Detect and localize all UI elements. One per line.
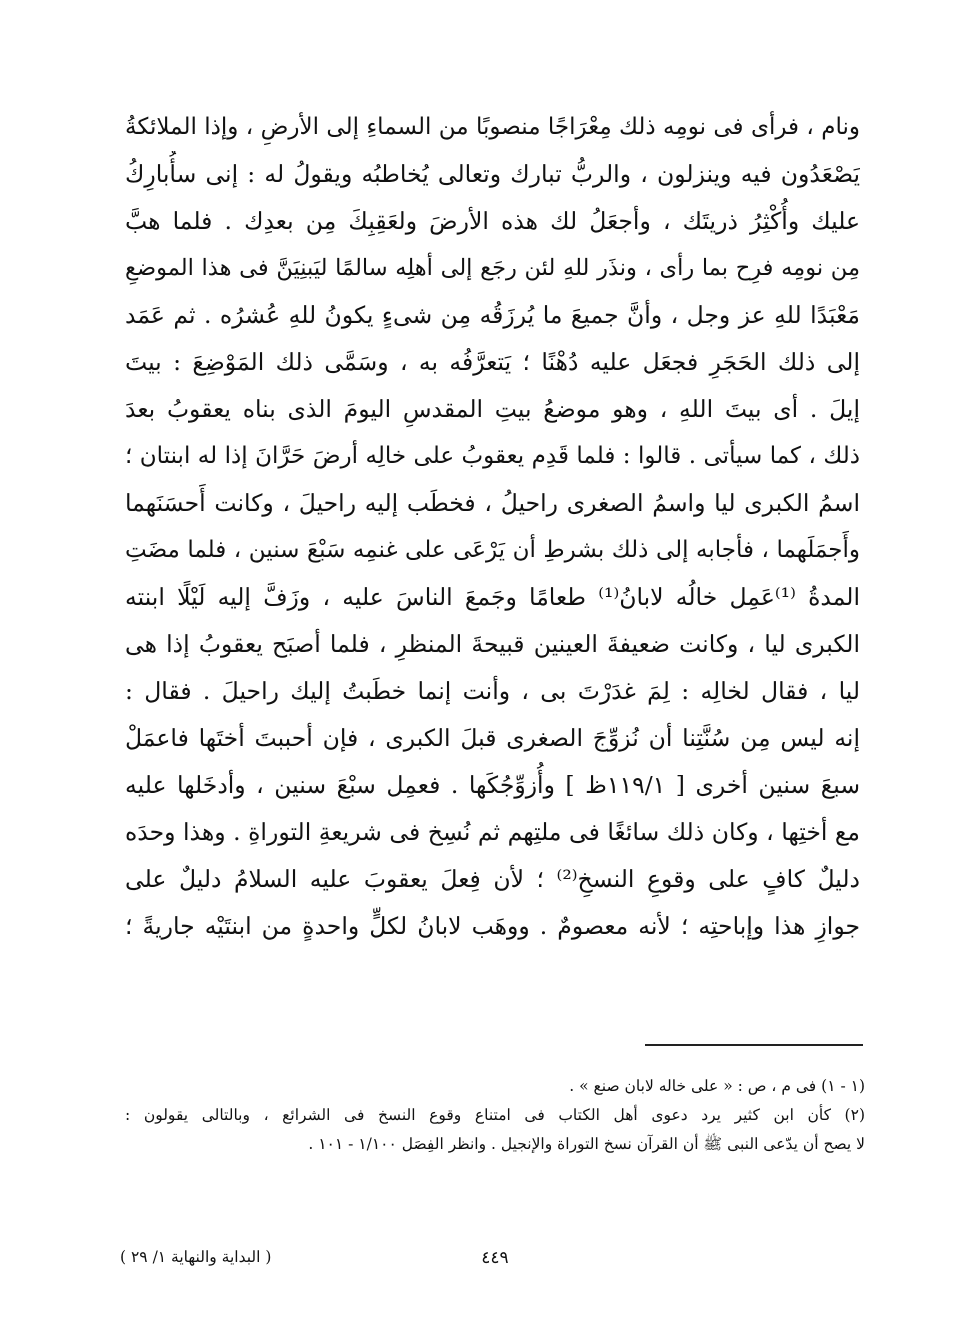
footnote-continuation: لا يصح أن يدّعى النبى ﷺ أن القرآن نسخ التوراة والإنجيل . وانظر الفِصَل ١/١٠٠ - ١٠١ . bbox=[308, 1135, 865, 1153]
text-line: مع أختِها ، وكان ذلك سائغًا فى ملتِهم ثم نُسِخ فى شريعةِ التوراةِ . وهذا وحدَه bbox=[125, 818, 860, 846]
text-line: عليك وأُكْثِرُ ذريتَك ، وأجعَلُ لك هذه الأرضَ ولعَقِبِكَ مِن بعدِك . فلما هبَّ bbox=[125, 207, 860, 235]
text-line: دليلٌ كافٍ على وقوعِ النسخِ⁽²⁾ ؛ لأن فِعلَ يعقوبَ عليه السلامُ دليلٌ على bbox=[125, 865, 860, 893]
text-line: مَعْبَدًا للهِ عز وجل ، وأنَّ جميعَ ما يُرزَقُه مِن شىءٍ يكونُ للهِ عُشرُه . ثم عَمَد bbox=[125, 301, 860, 329]
text-line: وأَجمَلَهما ، فأجابه إلى ذلك بشرطِ أن يَرْعَى على غنمِه سَبْعَ سنين ، فلما مضَتِ bbox=[125, 537, 860, 563]
text-line: سبعَ سنين أخرى [ ١١٩/١ظ ] وأُزوِّجُكَها . فعمِل سبْعَ سنين ، وأدخَلها عليه bbox=[125, 771, 860, 799]
main-text bbox=[125, 104, 860, 950]
text-line: ونام ، فرأى فى نومِه ذلك مِعْرَاجًا منصوبًا من السماءِ إلى الأرضِ ، وإذا الملائكةُ bbox=[125, 114, 860, 140]
text-line: إلى ذلك الحَجَرِ فجعَل عليه دُهْنًا ؛ يَتعرَّفُه به ، وسَمَّى ذلك المَوْضِعَ : بيتَ bbox=[125, 348, 860, 376]
footnote: (٢) كأن ابن كثير يرد دعوى أهل الكتاب فى امتناع وقوع النسخ فى الشرائع ، وبالتالى يقولون : bbox=[125, 1106, 865, 1124]
footnote: (١ - ١) فى م ، ص : « على خاله لابان صنع » . bbox=[569, 1077, 865, 1095]
text-line: الكبرى ليا ، وكانت ضعيفةَ العينين قبيحةَ المنظرِ ، فلما أصبَح يعقوبُ إذا هى bbox=[125, 630, 860, 658]
text-line: إنه ليس مِن سُنَّتِنا أن نُزوِّجَ الصغرى قبلَ الكبرى ، فإن أحببتَ أختَها فاعمَلْ bbox=[125, 724, 860, 752]
footnotes bbox=[125, 1072, 865, 1159]
text-line: ليا ، فقال لخالِه : لِمَ غدَرْتَ بى ، وأنت إنما خطَبتُ إليك راحيلَ . فقال : bbox=[125, 677, 860, 705]
text-line: إيلَ . أى بيتَ اللهِ ، وهو موضعُ بيتِ المقدسِ اليومَ الذى بناه يعقوبُ بعدَ bbox=[125, 395, 860, 423]
source-reference: ( البداية والنهاية ١/ ٢٩ ) bbox=[120, 1248, 272, 1266]
footnote-separator bbox=[645, 1044, 863, 1046]
text-line: اسمُ الكبرى ليا واسمُ الصغرى راحيلُ ، فخطَب إليه راحيلَ ، وكانت أَحسَنَهما bbox=[125, 489, 860, 517]
text-line: يَصْعَدُون فيه وينزلون ، والربُّ تبارك وتعالى يُخاطبُه ويقولُ له : إنى سأُبارِكُ bbox=[125, 160, 860, 188]
text-line: ذلك ، كما سيأتى . قالوا : فلما قَدِم يعقوبُ على خالِه أرضَ حَرَّانَ إذا له ابنتان ؛ bbox=[125, 443, 860, 469]
text-line: مِن نومِه فرِح بما رأى ، ونذَر للهِ لئن رجَع إلى أهلِه سالمًا ليَبنِيَنَّ فى هذا الموضعِ bbox=[125, 255, 860, 281]
page-number: ٤٤٩ bbox=[481, 1248, 509, 1268]
text-line: المدةُ ⁽¹⁾عَمِل خالُه لابانُ⁽¹⁾ طعامًا وجَمعَ الناسَ عليه ، وزَفَّ إليه لَيْلًا ابنته bbox=[125, 583, 860, 611]
text-line: جوازِ هذا وإباحتِه ؛ لأنه معصومٌ . ووهَب لابانُ لكلٍّ واحدةٍ من ابنتَيْه جاريةً ؛ bbox=[125, 912, 860, 940]
